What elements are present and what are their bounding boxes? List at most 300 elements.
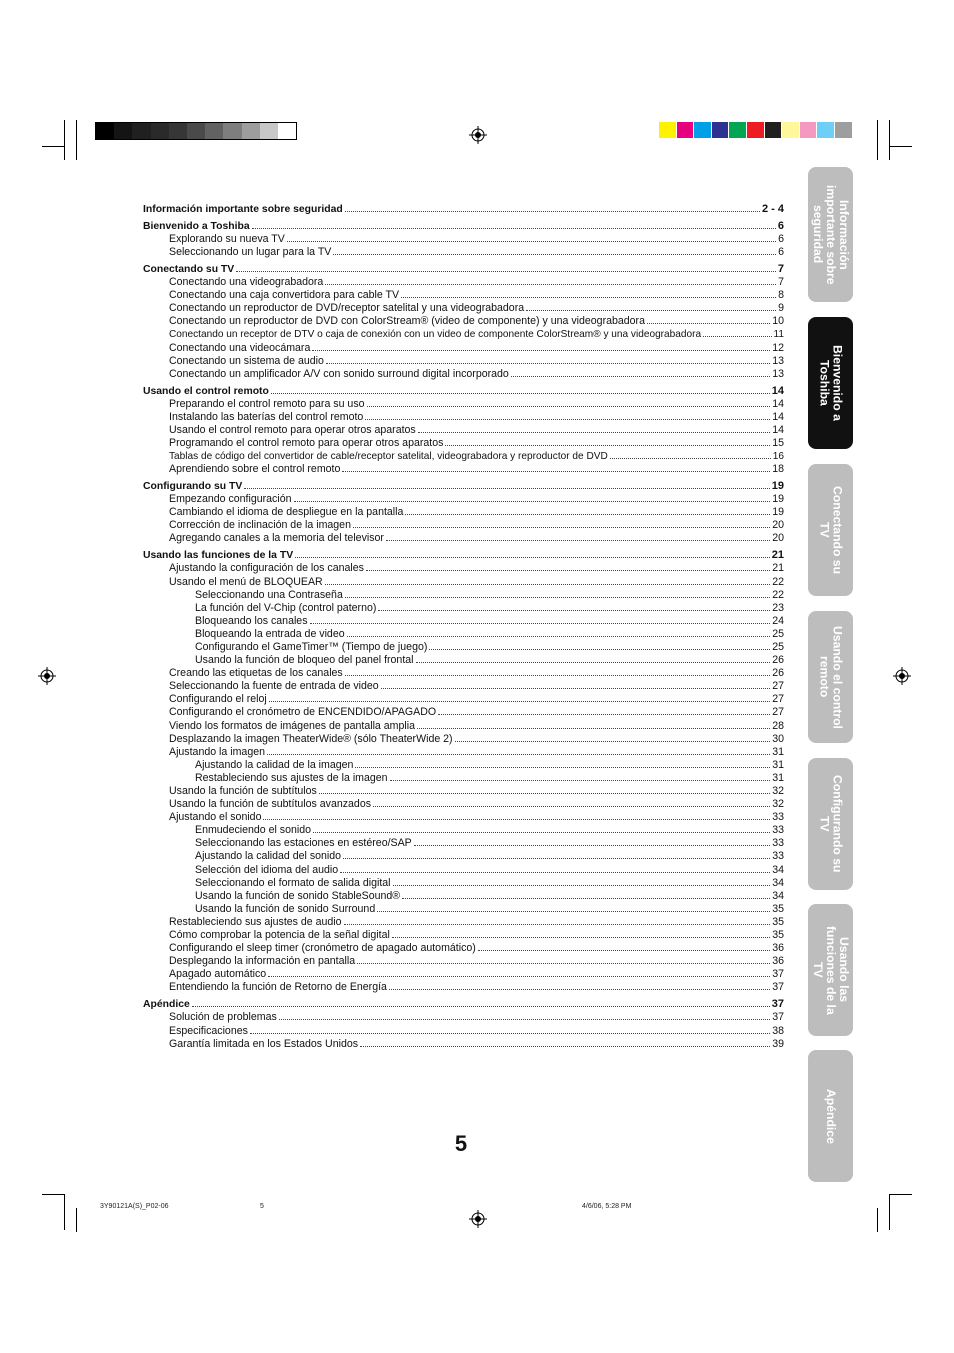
toc-page: 26 xyxy=(772,654,784,667)
crop-mark xyxy=(889,120,890,160)
dot-leader xyxy=(389,980,770,990)
footer-date: 4/6/06, 5:28 PM xyxy=(582,1203,632,1210)
toc-title: Usando el control remoto xyxy=(143,385,269,397)
toc-entry xyxy=(143,745,784,758)
toc-page: 32 xyxy=(772,785,784,798)
toc-page: 14 xyxy=(772,410,784,423)
toc-entry xyxy=(143,771,784,784)
toc-entry xyxy=(143,561,784,574)
toc-title: Configurando el cronómetro de ENCENDIDO/APAGADO xyxy=(169,706,437,719)
dot-leader xyxy=(373,797,770,807)
toc-title: Restableciendo sus ajustes de audio xyxy=(169,915,342,928)
toc-entry xyxy=(143,232,784,245)
toc-page: 2 - 4 xyxy=(761,203,784,215)
color-swatch xyxy=(729,122,747,138)
toc-entry xyxy=(143,614,784,627)
toc-entry xyxy=(143,666,784,679)
crop-mark xyxy=(64,1194,65,1230)
dot-leader xyxy=(250,1024,770,1034)
toc-page: 16 xyxy=(772,451,784,463)
toc-title: Restableciendo sus ajustes de la imagen xyxy=(195,771,388,784)
gray-swatch xyxy=(114,123,132,139)
toc-entry xyxy=(143,941,784,954)
toc-title: Configurando su TV xyxy=(143,481,243,493)
dot-leader xyxy=(703,327,771,337)
toc-title: Seleccionando el formato de salida digital xyxy=(195,876,391,889)
toc-entry xyxy=(143,849,784,862)
toc-title: Explorando su nueva TV xyxy=(169,232,285,245)
toc-page: 23 xyxy=(772,601,784,614)
toc-page: 9 xyxy=(778,302,784,315)
toc-entry xyxy=(143,397,784,410)
toc-title: Conectando un reproductor de DVD con ColorStream® (video de componente) y una videograbadora xyxy=(169,315,645,328)
crop-mark xyxy=(64,120,65,160)
dot-leader xyxy=(344,915,771,925)
dot-leader xyxy=(295,548,770,558)
section-tab[interactable] xyxy=(808,464,853,596)
dot-leader xyxy=(347,627,771,637)
toc-entry xyxy=(143,354,784,367)
color-swatch xyxy=(747,122,765,138)
toc-title: La función del V-Chip (control paterno) xyxy=(195,601,377,614)
toc-title: Cómo comprobar la potencia de la señal digital xyxy=(169,929,390,942)
color-swatch xyxy=(765,122,783,138)
toc-title: Especificaciones xyxy=(169,1024,248,1037)
toc-entry xyxy=(143,980,784,993)
page-number: 5 xyxy=(454,1131,468,1156)
toc-title: Usando la función de bloqueo del panel frontal xyxy=(195,654,414,667)
dot-leader xyxy=(647,314,770,324)
toc-title: Garantía limitada en los Estados Unidos xyxy=(169,1037,359,1050)
toc-page: 33 xyxy=(772,850,784,863)
toc-entry xyxy=(143,692,784,705)
toc-title: Programando el control remoto para operar otros aparatos xyxy=(169,436,444,449)
toc-page: 38 xyxy=(772,1024,784,1037)
dot-leader xyxy=(381,679,771,689)
crop-mark xyxy=(890,1194,912,1195)
gray-swatch xyxy=(223,123,241,139)
toc-entry xyxy=(143,1024,784,1037)
registration-mark-icon xyxy=(469,126,487,144)
toc-entry xyxy=(143,449,784,462)
toc-page: 35 xyxy=(772,902,784,915)
toc-title: Apéndice xyxy=(143,999,190,1011)
toc-title: Conectando un reproductor de DVD/receptor satelital y una videograbadora xyxy=(169,302,525,315)
toc-title: Seleccionando un lugar para la TV xyxy=(169,246,332,259)
crop-mark xyxy=(76,1208,77,1232)
toc-entry xyxy=(143,863,784,876)
toc-title: Ajustando la calidad del sonido xyxy=(195,850,342,863)
color-swatch xyxy=(782,122,800,138)
toc-page: 31 xyxy=(772,758,784,771)
toc-page: 14 xyxy=(772,423,784,436)
section-tab[interactable] xyxy=(808,1050,853,1182)
toc-title: Ajustando el sonido xyxy=(169,811,262,824)
toc-title: Aprendiendo sobre el control remoto xyxy=(169,463,341,476)
dot-leader xyxy=(345,202,760,212)
section-tab-label: Bienvenido a Toshiba xyxy=(817,345,845,421)
toc-title: Usando el menú de BLOQUEAR xyxy=(169,575,323,588)
dot-leader xyxy=(244,479,769,489)
toc-title: Ajustando la calidad de la imagen xyxy=(195,758,354,771)
toc-title: Seleccionando una Contraseña xyxy=(195,588,343,601)
toc-section xyxy=(143,384,784,397)
toc-page: 21 xyxy=(772,562,784,575)
toc-page: 28 xyxy=(772,719,784,732)
dot-leader xyxy=(271,384,770,394)
toc-page: 33 xyxy=(772,811,784,824)
toc-page: 13 xyxy=(772,354,784,367)
dot-leader xyxy=(414,836,770,846)
toc-title: Información importante sobre seguridad xyxy=(143,204,343,215)
gray-swatch xyxy=(260,123,278,139)
dot-leader xyxy=(367,397,771,407)
toc-entry xyxy=(143,601,784,614)
toc-entry xyxy=(143,784,784,797)
toc-page: 13 xyxy=(772,367,784,380)
dot-leader xyxy=(610,449,771,459)
toc-title: Configurando el GameTimer™ (Tiempo de juego) xyxy=(195,640,428,653)
toc-entry xyxy=(143,640,784,653)
color-swatch xyxy=(712,122,730,138)
toc-title: Instalando las baterías del control remoto xyxy=(169,410,364,423)
dot-leader xyxy=(325,275,776,285)
toc-page: 31 xyxy=(772,745,784,758)
dot-leader xyxy=(312,341,770,351)
toc-page: 18 xyxy=(772,463,784,476)
toc-entry xyxy=(143,588,784,601)
toc-page: 24 xyxy=(772,614,784,627)
color-swatch xyxy=(677,122,695,138)
dot-leader xyxy=(377,902,770,912)
toc-section xyxy=(143,202,784,215)
toc-entry xyxy=(143,679,784,692)
toc-page: 15 xyxy=(772,436,784,449)
dot-leader xyxy=(353,518,770,528)
toc-page: 20 xyxy=(772,532,784,545)
toc-entry xyxy=(143,915,784,928)
toc-entry xyxy=(143,288,784,301)
toc-title: Preparando el control remoto para su uso xyxy=(169,397,365,410)
toc-entry xyxy=(143,505,784,518)
toc-page: 36 xyxy=(772,942,784,955)
dot-leader xyxy=(438,705,770,715)
dot-leader xyxy=(279,1010,770,1020)
toc-page: 35 xyxy=(772,915,784,928)
toc-entry xyxy=(143,889,784,902)
toc-entry xyxy=(143,518,784,531)
toc-entry xyxy=(143,823,784,836)
toc-title: Conectando una videocámara xyxy=(169,341,311,354)
crop-mark xyxy=(877,1208,878,1232)
toc-title: Usando la función de subtítulos avanzados xyxy=(169,798,372,811)
dot-leader xyxy=(405,505,770,515)
toc-title: Selección del idioma del audio xyxy=(195,863,339,876)
dot-leader xyxy=(355,758,770,768)
table-of-contents xyxy=(143,202,784,1050)
section-tab[interactable] xyxy=(808,611,853,743)
dot-leader xyxy=(365,410,770,420)
toc-page: 7 xyxy=(778,276,784,289)
toc-title: Usando las funciones de la TV xyxy=(143,550,294,562)
toc-title: Conectando un amplificador A/V con sonido surround digital incorporado xyxy=(169,367,509,380)
toc-entry xyxy=(143,341,784,354)
toc-title: Usando la función de subtítulos xyxy=(169,785,317,798)
dot-leader xyxy=(378,601,770,611)
section-tab-label: Usando las funciones de la TV xyxy=(811,925,851,1015)
toc-entry xyxy=(143,954,784,967)
toc-title: Desplegando la información en pantalla xyxy=(169,955,356,968)
toc-page: 19 xyxy=(772,506,784,519)
toc-title: Ajustando la configuración de los canales xyxy=(169,562,364,575)
toc-title: Entendiendo la función de Retorno de Energía xyxy=(169,981,387,994)
toc-title: Agregando canales a la memoria del televisor xyxy=(169,532,384,545)
dot-leader xyxy=(325,575,771,585)
toc-page: 34 xyxy=(772,863,784,876)
toc-title: Cambiando el idioma de despliegue en la pantalla xyxy=(169,506,404,519)
gray-swatch xyxy=(169,123,187,139)
dot-leader xyxy=(263,810,770,820)
toc-page: 6 xyxy=(778,246,784,259)
gray-swatch xyxy=(132,123,150,139)
section-tab[interactable] xyxy=(808,904,853,1036)
toc-title: Conectando una caja convertidora para cable TV xyxy=(169,289,400,302)
crop-mark xyxy=(42,1194,64,1195)
dot-leader xyxy=(319,784,770,794)
toc-page: 34 xyxy=(772,876,784,889)
toc-entry xyxy=(143,462,784,475)
toc-title: Conectando una videograbadora xyxy=(169,276,324,289)
grayscale-bar xyxy=(95,122,297,140)
toc-title: Conectando su TV xyxy=(143,263,235,275)
section-tab-label: Configurando su TV xyxy=(817,775,845,873)
color-swatch xyxy=(694,122,712,138)
gray-swatch xyxy=(242,123,260,139)
toc-entry xyxy=(143,367,784,380)
dot-leader xyxy=(236,262,776,272)
toc-entry xyxy=(143,423,784,436)
toc-page: 21 xyxy=(771,549,784,562)
gray-swatch xyxy=(151,123,169,139)
toc-entry xyxy=(143,327,784,340)
toc-page: 10 xyxy=(772,315,784,328)
toc-title: Apagado automático xyxy=(169,968,267,981)
toc-title: Conectando un receptor de DTV o caja de conexión con un video de componente ColorStream® y una videograbadora xyxy=(169,329,702,341)
dot-leader xyxy=(390,771,771,781)
toc-title: Bienvenido a Toshiba xyxy=(143,220,250,232)
toc-page: 39 xyxy=(772,1037,784,1050)
dot-leader xyxy=(392,928,770,938)
dot-leader xyxy=(357,954,770,964)
toc-entry xyxy=(143,301,784,314)
toc-title: Usando la función de sonido StableSound® xyxy=(195,889,401,902)
dot-leader xyxy=(417,719,770,729)
toc-title: Configurando el sleep timer (cronómetro de apagado automático) xyxy=(169,942,476,955)
toc-entry xyxy=(143,653,784,666)
dot-leader xyxy=(455,732,771,742)
toc-entry xyxy=(143,275,784,288)
toc-title: Tablas de código del convertidor de cable/receptor satelital, videograbadora y reproductor de DVD xyxy=(169,451,608,463)
section-tab[interactable] xyxy=(808,758,853,890)
dot-leader xyxy=(445,436,770,446)
dot-leader xyxy=(269,692,770,702)
dot-leader xyxy=(366,561,770,571)
toc-entry xyxy=(143,314,784,327)
toc-entry xyxy=(143,719,784,732)
dot-leader xyxy=(268,967,770,977)
toc-page: 37 xyxy=(772,968,784,981)
dot-leader xyxy=(294,492,771,502)
registration-mark-icon xyxy=(893,667,911,685)
toc-entry xyxy=(143,876,784,889)
toc-entry xyxy=(143,797,784,810)
color-bar xyxy=(659,122,853,138)
dot-leader xyxy=(267,745,770,755)
dot-leader xyxy=(478,941,770,951)
toc-entry xyxy=(143,531,784,544)
toc-page: 37 xyxy=(771,998,784,1011)
toc-entry xyxy=(143,705,784,718)
color-swatch xyxy=(835,122,853,138)
toc-entry xyxy=(143,245,784,258)
section-tab[interactable] xyxy=(808,317,853,449)
toc-page: 8 xyxy=(778,289,784,302)
color-swatch xyxy=(800,122,818,138)
toc-page: 25 xyxy=(772,640,784,653)
toc-page: 19 xyxy=(772,493,784,506)
dot-leader xyxy=(326,354,770,364)
toc-page: 14 xyxy=(772,397,784,410)
toc-title: Conectando un sistema de audio xyxy=(169,354,324,367)
toc-page: 27 xyxy=(772,693,784,706)
gray-swatch xyxy=(205,123,223,139)
toc-page: 36 xyxy=(772,955,784,968)
color-swatch xyxy=(659,122,677,138)
toc-title: Ajustando la imagen xyxy=(169,745,265,758)
crop-mark xyxy=(877,120,878,160)
toc-title: Bloqueando la entrada de video xyxy=(195,627,345,640)
crop-mark xyxy=(889,1194,890,1230)
dot-leader xyxy=(287,232,776,242)
toc-title: Enmudeciendo el sonido xyxy=(195,824,312,837)
dot-leader xyxy=(418,423,770,433)
toc-title: Usando la función de sonido Surround xyxy=(195,902,376,915)
toc-entry xyxy=(143,810,784,823)
toc-title: Empezando configuración xyxy=(169,493,292,506)
toc-page: 12 xyxy=(772,341,784,354)
toc-page: 25 xyxy=(772,627,784,640)
toc-page: 27 xyxy=(772,680,784,693)
dot-leader xyxy=(511,367,770,377)
gray-swatch xyxy=(96,123,114,139)
section-tab-label: Apéndice xyxy=(824,1088,838,1144)
color-swatch xyxy=(817,122,835,138)
toc-page: 11 xyxy=(773,329,784,341)
dot-leader xyxy=(343,849,770,859)
dot-leader xyxy=(416,653,771,663)
section-tab-label: Usando el control remoto xyxy=(817,625,845,729)
toc-page: 32 xyxy=(772,798,784,811)
toc-title: Desplazando la imagen TheaterWide® (sólo TheaterWide 2) xyxy=(169,732,453,745)
dot-leader xyxy=(340,863,770,873)
dot-leader xyxy=(252,219,776,229)
toc-title: Corrección de inclinación de la imagen xyxy=(169,519,351,532)
toc-title: Creando las etiquetas de los canales xyxy=(169,667,343,680)
dot-leader xyxy=(386,531,770,541)
dot-leader xyxy=(310,614,771,624)
section-tab-label: Información importante sobre seguridad xyxy=(811,184,851,285)
registration-mark-icon xyxy=(38,667,56,685)
toc-page: 22 xyxy=(772,575,784,588)
toc-section xyxy=(143,548,784,561)
dot-leader xyxy=(333,245,776,255)
toc-entry xyxy=(143,492,784,505)
toc-page: 19 xyxy=(771,480,784,493)
toc-entry xyxy=(143,575,784,588)
crop-mark xyxy=(76,120,77,160)
toc-entry xyxy=(143,836,784,849)
toc-page: 35 xyxy=(772,929,784,942)
dot-leader xyxy=(429,640,770,650)
toc-page: 20 xyxy=(772,519,784,532)
toc-entry xyxy=(143,758,784,771)
registration-mark-icon xyxy=(469,1210,487,1228)
crop-mark xyxy=(42,146,64,147)
toc-page: 33 xyxy=(772,837,784,850)
toc-entry xyxy=(143,967,784,980)
toc-section xyxy=(143,479,784,492)
toc-title: Seleccionando las estaciones en estéreo/SAP xyxy=(195,837,412,850)
section-tab-label: Conectando su TV xyxy=(817,485,845,575)
toc-page: 6 xyxy=(777,219,784,232)
dot-leader xyxy=(526,301,776,311)
toc-title: Bloqueando los canales xyxy=(195,614,308,627)
toc-entry xyxy=(143,1037,784,1050)
toc-title: Seleccionando la fuente de entrada de video xyxy=(169,680,379,693)
dot-leader xyxy=(192,997,770,1007)
gray-swatch xyxy=(278,123,296,139)
section-tab[interactable] xyxy=(808,167,853,302)
toc-page: 6 xyxy=(778,232,784,245)
toc-entry xyxy=(143,732,784,745)
toc-title: Configurando el reloj xyxy=(169,693,267,706)
toc-entry xyxy=(143,1010,784,1023)
toc-title: Solución de problemas xyxy=(169,1011,277,1024)
toc-section xyxy=(143,997,784,1010)
toc-page: 7 xyxy=(777,262,784,275)
dot-leader xyxy=(345,588,770,598)
toc-entry xyxy=(143,902,784,915)
toc-title: Viendo los formatos de imágenes de pantalla amplia xyxy=(169,719,415,732)
toc-page: 37 xyxy=(772,1011,784,1024)
toc-entry xyxy=(143,410,784,423)
toc-entry xyxy=(143,436,784,449)
footer-page: 5 xyxy=(260,1203,264,1210)
toc-page: 14 xyxy=(771,384,784,397)
toc-page: 33 xyxy=(772,824,784,837)
dot-leader xyxy=(360,1037,770,1047)
toc-page: 34 xyxy=(772,889,784,902)
dot-leader xyxy=(313,823,770,833)
dot-leader xyxy=(393,876,771,886)
toc-page: 30 xyxy=(772,732,784,745)
crop-mark xyxy=(890,146,912,147)
toc-page: 26 xyxy=(772,667,784,680)
toc-page: 31 xyxy=(772,771,784,784)
dot-leader xyxy=(345,666,770,676)
toc-page: 27 xyxy=(772,706,784,719)
toc-section xyxy=(143,219,784,232)
